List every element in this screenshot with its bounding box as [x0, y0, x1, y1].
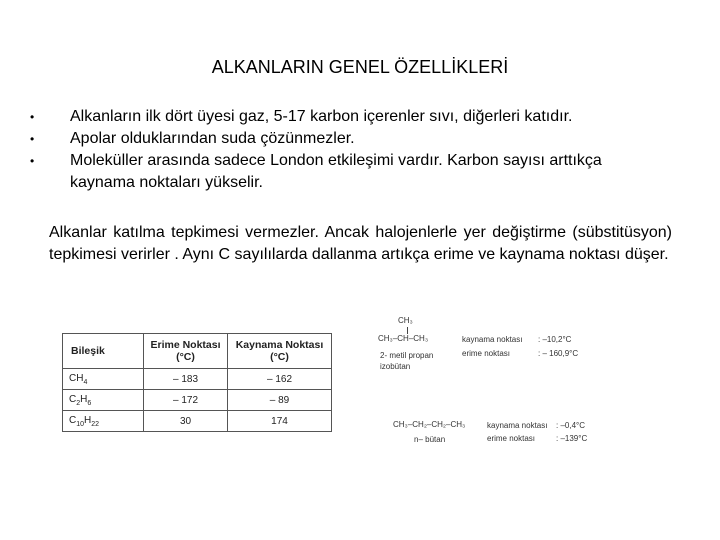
body-paragraph: Alkanlar katılma tepkimesi vermezler. Ancak halojenlerle yer değiştirme (sübstitüsyon) tepkimesi verirler . Aynı C sayılılarda dallanma artıkça erime ve kaynama noktası düşer. — [49, 224, 672, 263]
table-row — [63, 411, 332, 432]
compound-cell: $CH_4$ — [63, 369, 144, 390]
bullet-item — [30, 106, 670, 128]
melting-cell: – 172 — [144, 390, 228, 411]
melting-cell: 30 — [144, 411, 228, 432]
compound-cell: $C_{10}H_{22}$ — [63, 411, 144, 432]
isobutane-iupac-name: 2- metil propan — [380, 351, 434, 360]
bullet-dot-icon: • — [30, 132, 35, 146]
isobutane-melting-value: : – 160,9°C — [538, 349, 579, 358]
boiling-cell: – 162 — [228, 369, 332, 390]
bullet-text: Alkanların ilk dört üyesi gaz, 5-17 karbon içerenler sıvı, diğerleri katıdır. — [70, 108, 573, 125]
butane-boiling-value: : –0,4°C — [556, 421, 585, 430]
isobutane-methyl-group: CH₃ — [398, 316, 413, 325]
butane-boiling-label: kaynama noktası — [487, 421, 548, 430]
butane-name: n– bütan — [414, 435, 446, 444]
isobutane-formula: CH₃–CH–CH₃ — [378, 334, 429, 343]
butane-formula: CH₃–CH₂–CH₂–CH₃ — [393, 420, 466, 429]
column-header-boiling: Kaynama Noktası (°C) — [228, 334, 332, 369]
bullet-dot-icon: • — [30, 110, 35, 124]
bullet-text: Moleküller arasında sadece London etkileşimi vardır. Karbon sayısı arttıkça kaynama noktaları yükselir. — [70, 152, 602, 191]
isobutane-boiling-label: kaynama noktası — [462, 335, 523, 344]
isobutane-boiling-value: : –10,2°C — [538, 335, 572, 344]
table-header-row — [63, 334, 332, 369]
page-title: ALKANLARIN GENEL ÖZELLİKLERİ — [211, 57, 509, 77]
table-row — [63, 390, 332, 411]
compound-cell: $C_2H_6$ — [63, 390, 144, 411]
bullet-dot-icon: • — [30, 154, 35, 168]
bullet-list — [30, 106, 670, 194]
isobutane-melting-label: erime noktası — [462, 349, 511, 358]
melting-cell: – 183 — [144, 369, 228, 390]
table-row — [63, 369, 332, 390]
butane-melting-value: : –139°C — [556, 434, 588, 443]
boiling-cell: – 89 — [228, 390, 332, 411]
butane-melting-label: erime noktası — [487, 434, 536, 443]
column-header-melting: Erime Noktası (°C) — [144, 334, 228, 369]
boiling-cell: 174 — [228, 411, 332, 432]
column-header-compound: Bileşik — [63, 334, 144, 369]
bullet-text: Apolar olduklarından suda çözünmezler. — [70, 130, 355, 147]
bullet-item — [30, 128, 670, 150]
isobutane-common-name: izobütan — [380, 362, 411, 371]
alkane-table — [62, 333, 332, 432]
isobutane-bond-line — [407, 327, 408, 334]
bullet-item — [30, 150, 670, 194]
